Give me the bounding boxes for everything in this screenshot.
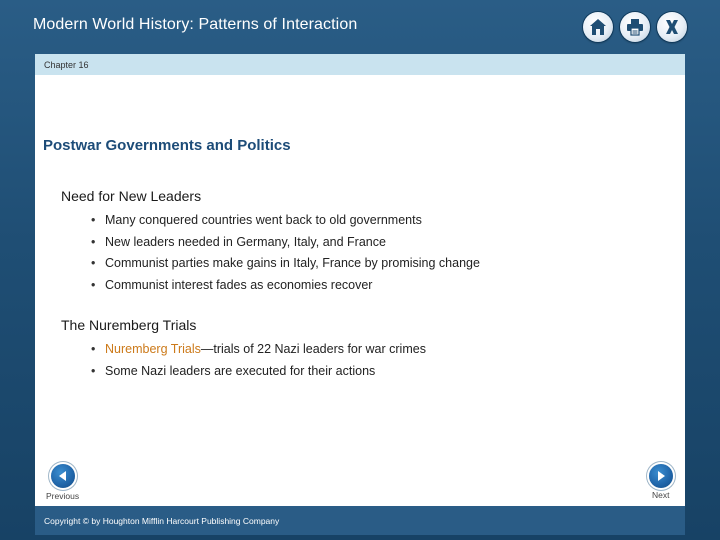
list-item: • Many conquered countries went back to old governments (105, 210, 480, 232)
chapter-bar (35, 54, 685, 75)
exit-button[interactable] (657, 12, 687, 42)
arrow-left-icon (57, 470, 69, 482)
print-button[interactable] (620, 12, 650, 42)
section-heading: The Nuremberg Trials (61, 317, 197, 333)
bullet-list (61, 339, 426, 382)
list-item: • Communist interest fades as economies recover (105, 275, 480, 297)
close-icon (662, 17, 682, 37)
next-button[interactable] (649, 464, 673, 488)
chapter-label: Chapter 16 (44, 59, 89, 70)
slide-title: Postwar Governments and Politics (43, 137, 291, 154)
printer-icon (625, 17, 645, 37)
list-item (105, 339, 426, 361)
next-label: Next (652, 490, 670, 500)
list-item: • New leaders needed in Germany, Italy, and France (105, 232, 480, 254)
toolbar (583, 12, 687, 42)
arrow-right-icon (655, 470, 667, 482)
slide-panel (35, 54, 685, 535)
home-icon (588, 17, 608, 37)
term-definition: —trials of 22 Nazi leaders for war crimes (200, 342, 426, 356)
list-item: • Some Nazi leaders are executed for their actions (105, 361, 426, 383)
copyright-text: Copyright © by Houghton Mifflin Harcourt Publishing Company (44, 515, 280, 526)
app-title: Modern World History: Patterns of Interaction (33, 16, 358, 33)
previous-label: Previous (46, 491, 80, 501)
section-new-leaders (61, 188, 480, 296)
key-term[interactable]: Nuremberg Trials (105, 342, 201, 356)
previous-button[interactable] (51, 464, 75, 488)
footer-bar (35, 506, 685, 535)
section-nuremberg-trials (61, 317, 426, 382)
bullet-list (61, 210, 480, 296)
home-button[interactable] (583, 12, 613, 42)
list-item: • Communist parties make gains in Italy, France by promising change (105, 253, 480, 275)
section-heading: Need for New Leaders (61, 188, 202, 204)
